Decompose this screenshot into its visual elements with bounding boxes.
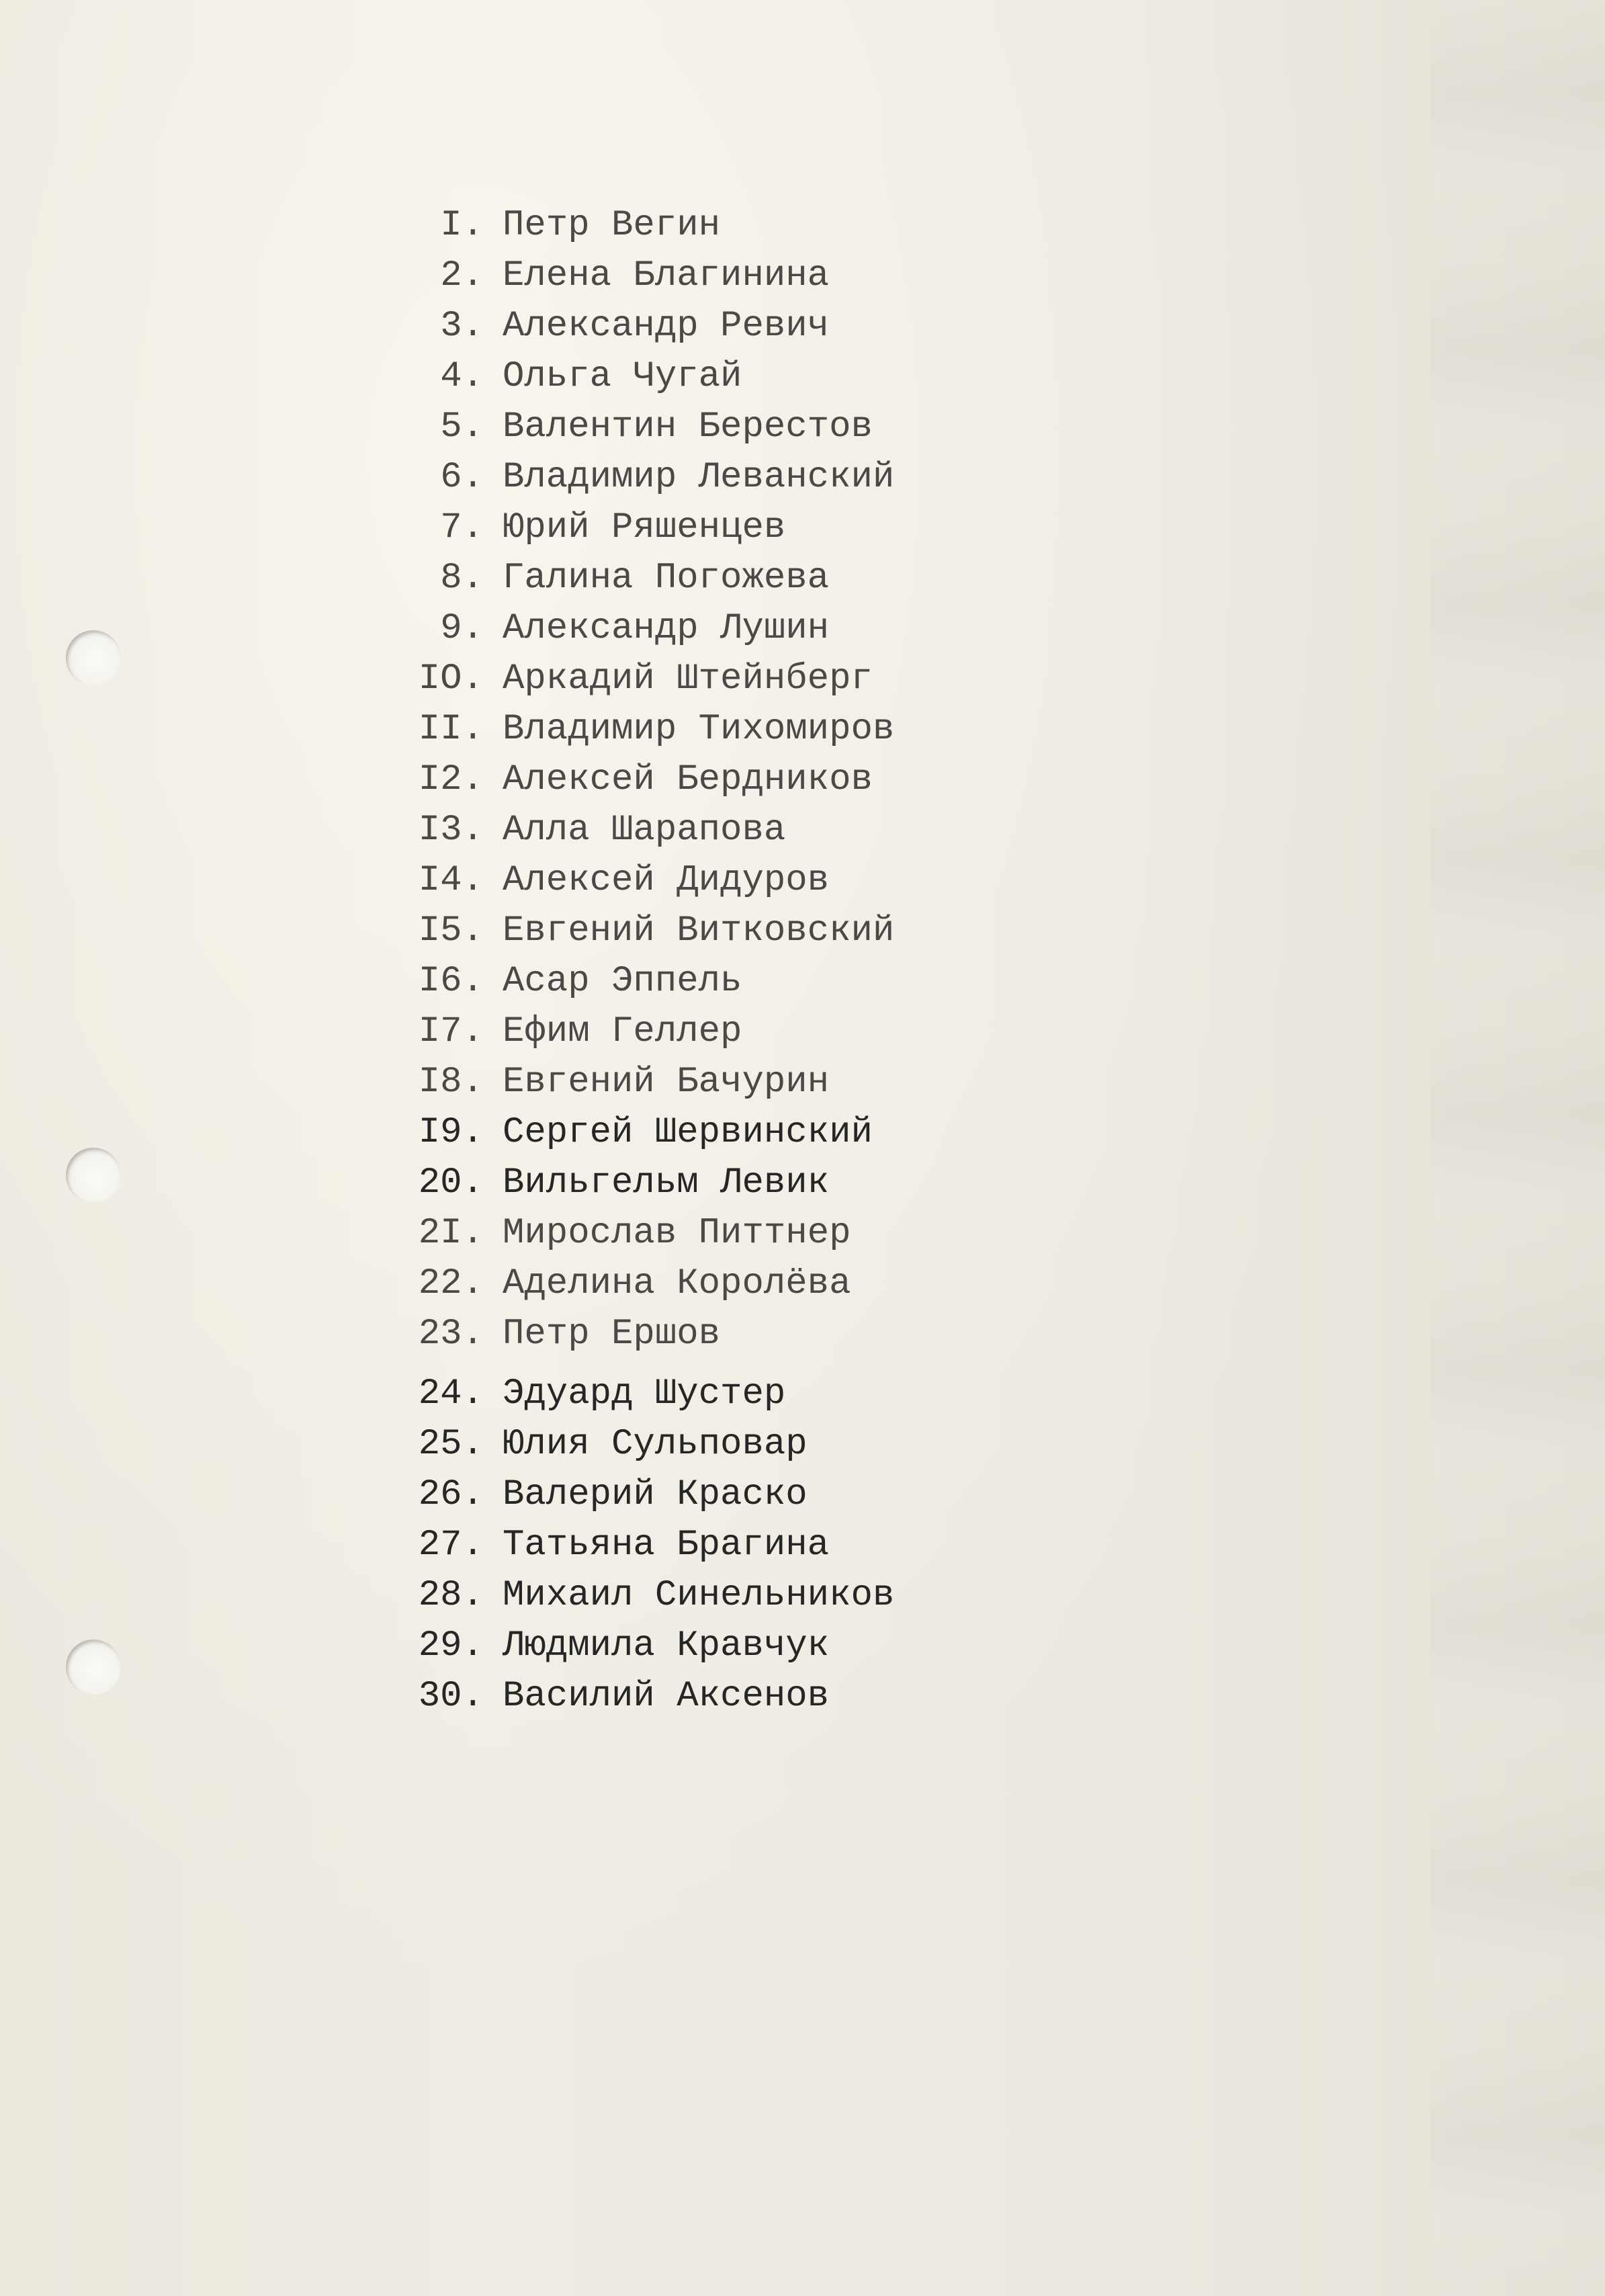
item-number: I2. (418, 759, 484, 800)
list-item (383, 1107, 894, 1158)
author-name: Петр Вегин (503, 205, 721, 246)
list-item (383, 603, 894, 654)
list-item (383, 200, 894, 251)
author-name: Василий Аксенов (503, 1676, 830, 1717)
author-name: Алексей Бердников (503, 759, 873, 800)
list-item (383, 503, 894, 553)
list-item (383, 704, 894, 755)
item-number: I. (440, 205, 484, 246)
item-number: 6. (440, 457, 484, 498)
item-number: I3. (418, 810, 484, 851)
author-name: Валерий Краско (503, 1474, 808, 1515)
list-item (383, 906, 894, 956)
author-name: Алла Шарапова (503, 810, 786, 851)
author-name: Петр Ершов (503, 1314, 721, 1355)
item-number: I8. (418, 1062, 484, 1103)
list-item (383, 452, 894, 503)
author-name: Асар Эппель (503, 961, 742, 1002)
list-item (383, 1158, 894, 1208)
list-item (383, 301, 894, 351)
list-item (383, 805, 894, 855)
item-number: 27. (418, 1525, 484, 1566)
author-name: Ефим Геллер (503, 1011, 742, 1052)
list-item (383, 1369, 894, 1419)
list-item (383, 1208, 894, 1259)
item-number: 26. (418, 1474, 484, 1515)
item-number: 2. (440, 255, 484, 296)
item-number: I7. (418, 1011, 484, 1052)
author-list (383, 200, 894, 1721)
list-item (383, 1470, 894, 1520)
item-number: 25. (418, 1424, 484, 1465)
list-item (383, 956, 894, 1007)
item-number: II. (418, 709, 484, 750)
item-number: 23. (418, 1314, 484, 1355)
author-name: Валентин Берестов (503, 407, 873, 448)
item-number: IO. (418, 658, 484, 699)
author-name: Владимир Тихомиров (503, 709, 895, 750)
item-number: 7. (440, 507, 484, 548)
item-number: I5. (418, 910, 484, 951)
item-number: 28. (418, 1575, 484, 1616)
item-number: 5. (440, 407, 484, 448)
author-name: Аркадий Штейнберг (503, 658, 873, 699)
item-number: 2I. (418, 1213, 484, 1254)
punch-hole (66, 1640, 121, 1695)
list-item (383, 553, 894, 603)
item-number: 22. (418, 1263, 484, 1304)
item-number: I9. (418, 1112, 484, 1153)
list-item (383, 1419, 894, 1470)
item-number: 30. (418, 1676, 484, 1717)
item-number: 24. (418, 1373, 484, 1414)
author-name: Мирослав Питтнер (503, 1213, 851, 1254)
author-name: Людмила Кравчук (503, 1625, 830, 1666)
list-item (383, 1671, 894, 1721)
punch-hole (66, 1148, 121, 1203)
list-item (383, 1309, 894, 1359)
author-name: Елена Благинина (503, 255, 830, 296)
author-name: Аделина Королёва (503, 1263, 851, 1304)
author-name: Михаил Синельников (503, 1575, 895, 1616)
author-name: Эдуард Шустер (503, 1373, 786, 1414)
list-item (383, 855, 894, 906)
author-name: Сергей Шервинский (503, 1112, 873, 1153)
author-name: Александр Лушин (503, 608, 830, 649)
author-name: Галина Погожева (503, 558, 830, 599)
list-item (383, 1621, 894, 1671)
author-name: Татьяна Брагина (503, 1525, 830, 1566)
item-number: 9. (440, 608, 484, 649)
list-item (383, 755, 894, 805)
author-name: Вильгельм Левик (503, 1162, 830, 1203)
author-name: Евгений Бачурин (503, 1062, 830, 1103)
author-name: Алексей Дидуров (503, 860, 830, 901)
item-number: 4. (440, 356, 484, 397)
list-item (383, 402, 894, 452)
list-item (383, 1259, 894, 1309)
paper-ripple (1430, 0, 1605, 2296)
item-number: 3. (440, 306, 484, 347)
punch-hole (66, 630, 121, 685)
list-item (383, 251, 894, 301)
list-item (383, 1520, 894, 1570)
list-item (383, 351, 894, 402)
author-name: Юлия Сульповар (503, 1424, 808, 1465)
item-number: I4. (418, 860, 484, 901)
item-number: 20. (418, 1162, 484, 1203)
list-item (383, 1007, 894, 1057)
list-item (383, 1570, 894, 1621)
list-item (383, 1057, 894, 1107)
author-name: Евгений Витковский (503, 910, 895, 951)
item-number: 29. (418, 1625, 484, 1666)
list-item (383, 654, 894, 704)
author-name: Владимир Леванский (503, 457, 895, 498)
item-number: 8. (440, 558, 484, 599)
author-name: Ольга Чугай (503, 356, 742, 397)
author-name: Александр Ревич (503, 306, 830, 347)
author-name: Юрий Ряшенцев (503, 507, 786, 548)
item-number: I6. (418, 961, 484, 1002)
